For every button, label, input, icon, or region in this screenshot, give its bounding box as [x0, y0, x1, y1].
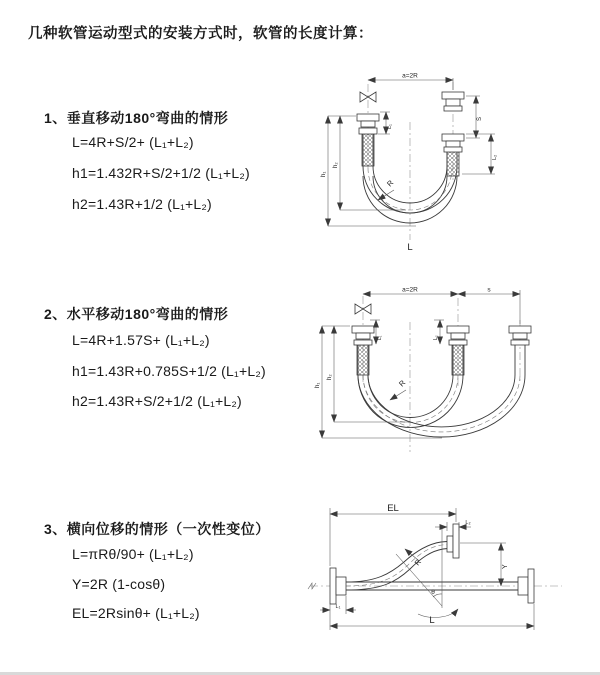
dim-l1-label: L₁	[387, 124, 393, 129]
fitting-right-top	[442, 92, 464, 111]
radius-label: R	[397, 378, 408, 389]
braid-hose-middle	[452, 345, 464, 375]
dim-h1-label: h₁	[321, 171, 327, 177]
section-2-heading	[44, 304, 228, 324]
section-3-formula-EL: EL=2Rsinθ+ (L₁+L₂)	[72, 605, 200, 621]
centerlines	[368, 82, 453, 240]
dim-l-label: L	[429, 615, 435, 626]
angle-theta-label: θ	[431, 589, 435, 596]
section-1-formula-h1: h1=1.432R+S/2+1/2 (L₁+L₂)	[72, 165, 250, 181]
section-3-formula-L: L=πRθ/90+ (L₁+L₂)	[72, 546, 194, 562]
dim-a2r-label: a=2R	[402, 72, 418, 80]
section-1-number: 1、	[44, 110, 67, 126]
flange-right	[518, 569, 534, 603]
flange-upper-right	[447, 524, 459, 558]
dim-s-label: S	[477, 116, 483, 121]
page-title: 几种软管运动型式的安装方式时，软管的长度计算：	[28, 26, 373, 42]
hose-u-wide	[358, 345, 525, 437]
dim-y-label: Y	[502, 564, 509, 569]
length-label: L	[407, 242, 413, 253]
dimension-lines	[321, 73, 498, 254]
dim-l1-label: L₁	[335, 604, 341, 610]
section-3-formula-Y: Y=2R (1-cosθ)	[72, 576, 166, 592]
fitting-right	[509, 326, 531, 345]
centerlines	[363, 296, 520, 452]
dim-l2-label: L₂	[465, 520, 471, 526]
section-1-formula-h2: h2=1.43R+1/2 (L₁+L₂)	[72, 196, 212, 212]
braid-hose-right	[447, 152, 459, 176]
dimension-lines	[320, 503, 534, 630]
section-3-heading	[44, 519, 270, 539]
section-1-title: 垂直移动180°弯曲的情形	[66, 110, 229, 126]
section-3-title: 横向位移的情形（一次性变位）	[66, 521, 270, 537]
fitting-left	[352, 326, 374, 345]
diagram-lateral-displacement	[300, 498, 598, 648]
dim-s-label: s	[487, 286, 491, 294]
section-2-number: 2、	[44, 306, 67, 322]
diagram-vertical-180-bend	[310, 68, 592, 260]
dim-l2-label: L₂	[492, 154, 498, 160]
section-2-formula-h2: h2=1.43R+S/2+1/2 (L₁+L₂)	[72, 393, 242, 409]
dim-el-label: EL	[387, 503, 399, 514]
section-3-number: 3、	[44, 521, 67, 537]
section-2-formula-L: L=4R+1.57S+ (L₁+L₂)	[72, 332, 210, 348]
dim-h2-label: h₂	[327, 374, 333, 380]
dim-h1-label: h₁	[315, 382, 321, 388]
diagram-horizontal-180-bend	[308, 282, 596, 464]
hose-straight	[346, 582, 528, 590]
braid-hose-left	[362, 134, 374, 166]
dim-l2-label: L₂	[433, 335, 439, 340]
section-2-title: 水平移动180°弯曲的情形	[66, 306, 229, 322]
section-2-formula-h1: h1=1.43R+0.785S+1/2 (L₁+L₂)	[72, 363, 266, 379]
hose-u-narrow	[358, 345, 463, 428]
fitting-middle	[447, 326, 469, 345]
flange-left	[330, 568, 346, 604]
fitting-left	[357, 114, 379, 134]
section-1-heading	[44, 108, 228, 128]
dim-l1-label: L₁	[377, 335, 383, 340]
fitting-right-lower	[442, 134, 464, 152]
section-1-formula-L: L=4R+S/2+ (L₁+L₂)	[72, 134, 194, 150]
dimension-lines	[315, 287, 520, 439]
hose-s-curve	[346, 541, 453, 590]
dim-h2-label: h₂	[333, 162, 339, 168]
radius-label: R	[385, 178, 396, 189]
radius-label: R	[412, 557, 424, 568]
braid-hose-left	[357, 345, 369, 375]
dim-a2r-label: a=2R	[402, 286, 418, 294]
